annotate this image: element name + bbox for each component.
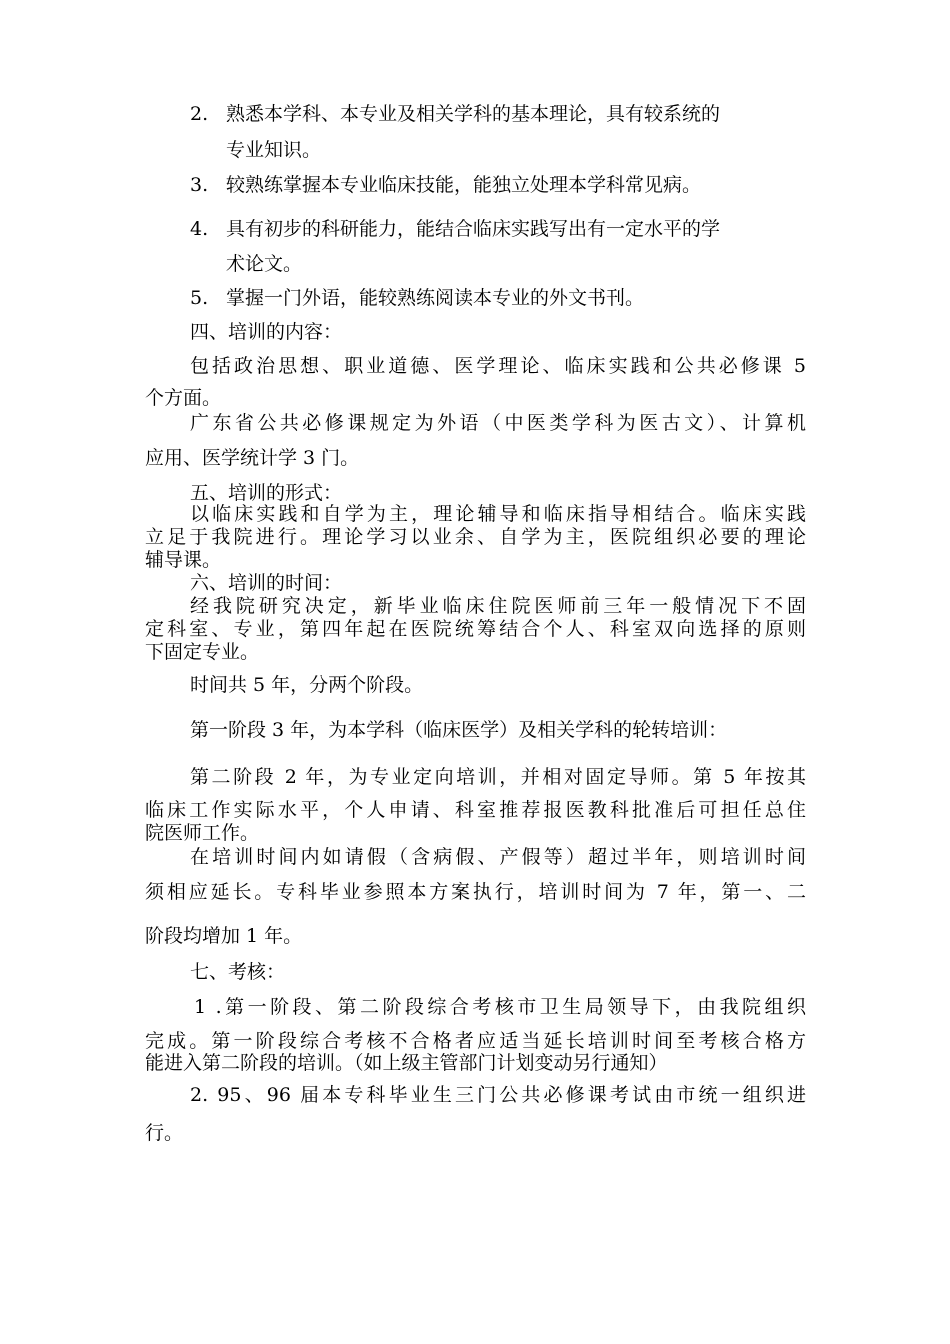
section-heading: 五、培训的形式： (190, 482, 343, 504)
paragraph-line: 个方面。 (145, 387, 222, 409)
list-item (190, 287, 644, 309)
section-heading: 四、培训的内容： (190, 321, 343, 343)
paragraph-line: 下固定专业。 (145, 641, 260, 663)
paragraph-line: 第二阶段 2 年，为专业定向培训，并相对固定导师。第 5 年按其 (190, 766, 806, 788)
list-text: 较熟练掌握本专业临床技能，能独立处理本学科常见病。 (226, 174, 702, 196)
paragraph-line: 定科室、专业，第四年起在医院统筹结合个人、科室双向选择的原则 (145, 618, 806, 640)
paragraph-line: 临床工作实际水平，个人申请、科室推荐报医教科批准后可担任总住 (145, 799, 806, 821)
paragraph-line: 包括政治思想、职业道德、医学理论、临床实践和公共必修课 5 (190, 355, 806, 377)
list-item-continuation: 专业知识。 (226, 139, 322, 161)
paragraph-line: 行。 (145, 1122, 184, 1144)
paragraph-line: 阶段均增加 1 年。 (145, 925, 303, 947)
paragraph-line: 须相应延长。专科毕业参照本方案执行，培训时间为 7 年，第一、二 (145, 881, 806, 903)
paragraph-line: 以临床实践和自学为主，理论辅导和临床指导相结合。临床实践 (190, 503, 806, 525)
paragraph-line: 在培训时间内如请假（含病假、产假等）超过半年，则培训时间 (190, 846, 806, 868)
paragraph-line: 辅导课。 (145, 549, 222, 571)
paragraph-line: 应用、医学统计学 3 门。 (145, 447, 360, 469)
list-number: 4. (190, 218, 209, 240)
list-number: 2. (190, 103, 209, 125)
list-number: 3. (190, 174, 209, 196)
paragraph-line: 院医师工作。 (145, 822, 260, 844)
paragraph-line: 时间共 5 年，分两个阶段。 (190, 674, 424, 696)
list-text: 具有初步的科研能力，能结合临床实践写出有一定水平的学 (226, 218, 721, 240)
paragraph-line: 立足于我院进行。理论学习以业余、自学为主，医院组织必要的理论 (145, 526, 806, 548)
paragraph-line: 经我院研究决定，新毕业临床住院医师前三年一般情况下不固 (190, 595, 806, 617)
paragraph-line: 广东省公共必修课规定为外语（中医类学科为医古文）、计算机 (190, 412, 806, 434)
paragraph-line: 第一阶段 3 年，为本学科（临床医学）及相关学科的轮转培训： (190, 719, 728, 741)
paragraph-line: 1 .第一阶段、第二阶段综合考核市卫生局领导下，由我院组织 (194, 996, 806, 1018)
paragraph-line: 能进入第二阶段的培训。（如上级主管部门计划变动另行通知） (145, 1052, 668, 1074)
list-text: 掌握一门外语，能较熟练阅读本专业的外文书刊。 (226, 287, 645, 309)
list-text: 熟悉本学科、本专业及相关学科的基本理论，具有较系统的 (226, 103, 721, 125)
paragraph-line: 完成。第一阶段综合考核不合格者应适当延长培训时间至考核合格方 (145, 1030, 806, 1052)
list-item-continuation: 术论文。 (226, 253, 303, 275)
section-heading: 七、考核： (190, 961, 286, 983)
paragraph-line: 2. 95、96 届本专科毕业生三门公共必修课考试由市统一组织进 (190, 1084, 806, 1106)
list-item (190, 218, 720, 240)
list-item (190, 174, 701, 196)
section-heading: 六、培训的时间： (190, 572, 343, 594)
list-item (190, 103, 806, 125)
list-number: 5. (190, 287, 209, 309)
